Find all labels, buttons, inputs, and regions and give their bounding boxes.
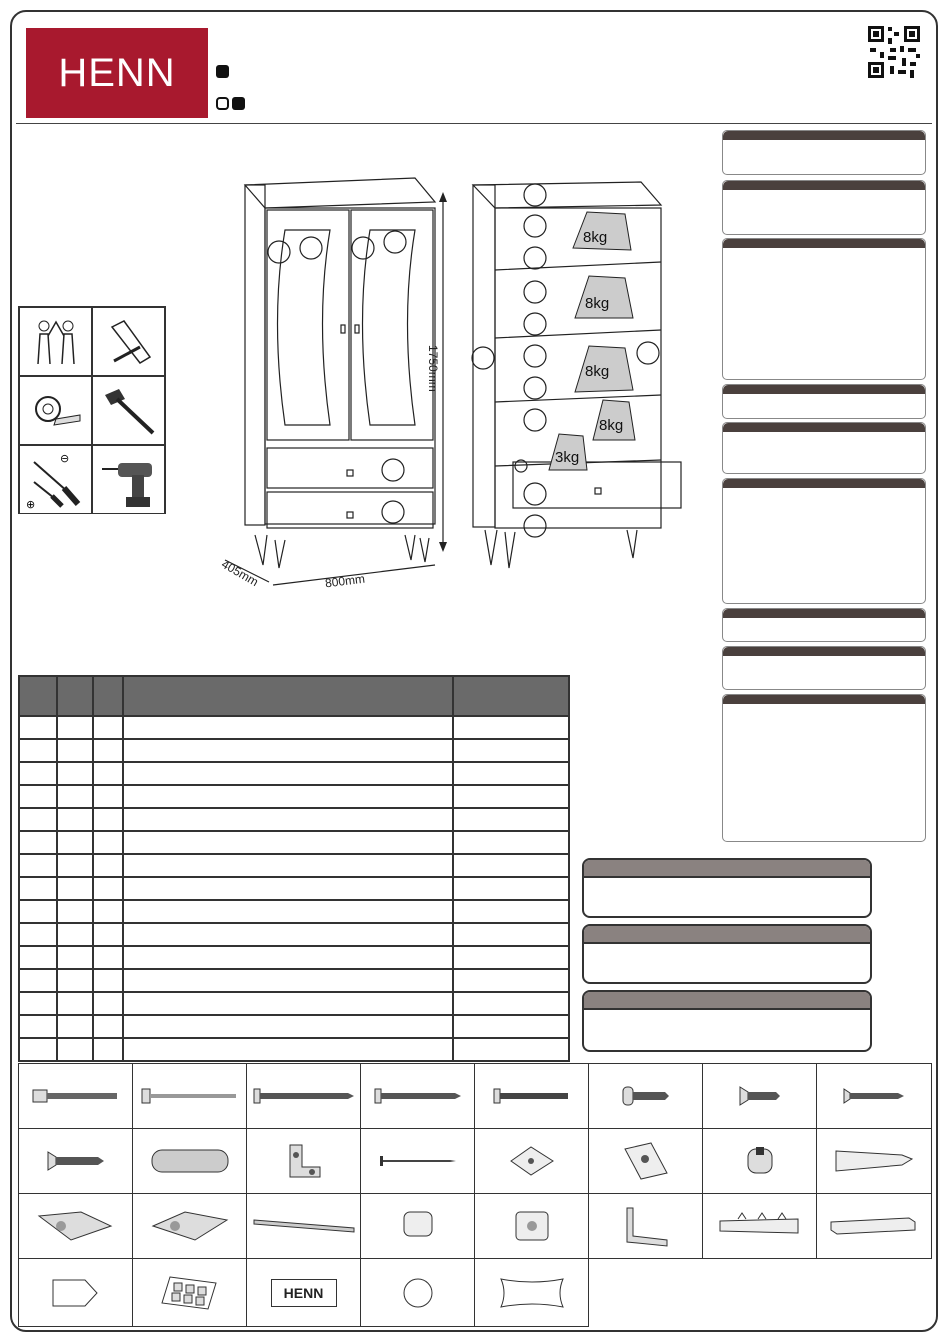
notice-box-1	[582, 858, 872, 918]
load-label-drawer: 3kg	[555, 449, 580, 466]
rail-stop-icon	[474, 1193, 589, 1259]
hammer-icon	[92, 376, 165, 445]
screw-medium-icon	[360, 1063, 475, 1129]
table-row	[19, 877, 569, 900]
knob-icon	[360, 1193, 475, 1259]
square-ruler-icon	[92, 307, 165, 376]
wood-strip-icon	[816, 1193, 932, 1259]
felt-pads-icon	[132, 1258, 247, 1327]
fabric-pad-icon	[474, 1258, 589, 1327]
info-panel-1	[722, 130, 926, 175]
svg-text:⊕: ⊕	[25, 497, 35, 511]
drill-icon	[92, 445, 165, 514]
wall-plug-icon	[702, 1193, 817, 1259]
hinge-right-icon	[132, 1193, 247, 1259]
table-row	[19, 808, 569, 831]
info-panel-2	[722, 180, 926, 235]
circle-sticker-icon	[360, 1258, 475, 1327]
screw-small-icon	[816, 1063, 932, 1129]
width-dimension: 800mm	[324, 571, 366, 591]
nail-icon	[360, 1128, 475, 1194]
load-label-shelf-1: 8kg	[583, 229, 608, 246]
table-header	[19, 676, 569, 716]
info-panel-7	[722, 608, 926, 642]
parts-table	[18, 675, 570, 1062]
wardrobe-open-drawing	[465, 170, 690, 590]
tape-measure-icon	[19, 376, 92, 445]
screw-countersunk-icon	[702, 1063, 817, 1129]
screw-long-icon	[246, 1063, 361, 1129]
table-row	[19, 969, 569, 992]
screw-flat-icon	[474, 1063, 589, 1129]
info-panel-5	[722, 422, 926, 474]
info-panel-8	[722, 646, 926, 690]
notice-box-3	[582, 990, 872, 1052]
hardware-grid	[18, 1063, 932, 1327]
table-row	[19, 785, 569, 808]
table-row	[19, 923, 569, 946]
shelf-support-plate-icon	[474, 1128, 589, 1194]
henn-label-icon: HENN	[246, 1258, 361, 1327]
table-row	[19, 992, 569, 1015]
wood-dowel-icon	[132, 1128, 247, 1194]
load-label-shelf-4: 8kg	[599, 417, 624, 434]
phone-icon	[216, 65, 229, 78]
info-panel-3	[722, 238, 926, 380]
henn-logo: HENN	[26, 28, 208, 118]
cam-lock-icon	[702, 1128, 817, 1194]
table-row	[19, 1015, 569, 1038]
table-row	[19, 854, 569, 877]
screwdrivers-icon	[19, 445, 92, 514]
hinge-left-icon	[18, 1193, 133, 1259]
foot-cap-icon	[18, 1258, 133, 1327]
l-bracket-icon	[588, 1193, 703, 1259]
header-divider	[16, 123, 932, 124]
angle-bracket-icon	[246, 1128, 361, 1194]
screw-pan-icon	[588, 1063, 703, 1129]
load-label-shelf-2: 8kg	[585, 295, 610, 312]
drawer-rail-icon	[246, 1193, 361, 1259]
table-row	[19, 831, 569, 854]
info-panel-6	[722, 478, 926, 604]
qr-code	[866, 24, 922, 80]
table-row	[19, 716, 569, 739]
load-label-shelf-3: 8kg	[585, 363, 610, 380]
screw-short-icon	[18, 1128, 133, 1194]
table-row	[19, 739, 569, 762]
depth-dimension: 405mm	[219, 556, 261, 590]
cam-bolt-long-icon	[18, 1063, 133, 1129]
notice-box-2	[582, 924, 872, 984]
tools-panel	[18, 306, 166, 514]
furniture-foot-icon	[816, 1128, 932, 1194]
facebook-icon	[232, 97, 245, 110]
corner-block-icon	[588, 1128, 703, 1194]
svg-text:⊖: ⊖	[59, 451, 69, 465]
cam-bolt-icon	[132, 1063, 247, 1129]
two-person-icon	[19, 307, 92, 376]
table-row	[19, 1038, 569, 1061]
info-panel-9	[722, 694, 926, 842]
table-row	[19, 946, 569, 969]
contact-icons	[216, 65, 248, 115]
height-dimension: 1750mm	[426, 345, 440, 392]
instagram-icon	[216, 97, 229, 110]
info-panel-4	[722, 384, 926, 419]
table-row	[19, 900, 569, 923]
table-row	[19, 762, 569, 785]
